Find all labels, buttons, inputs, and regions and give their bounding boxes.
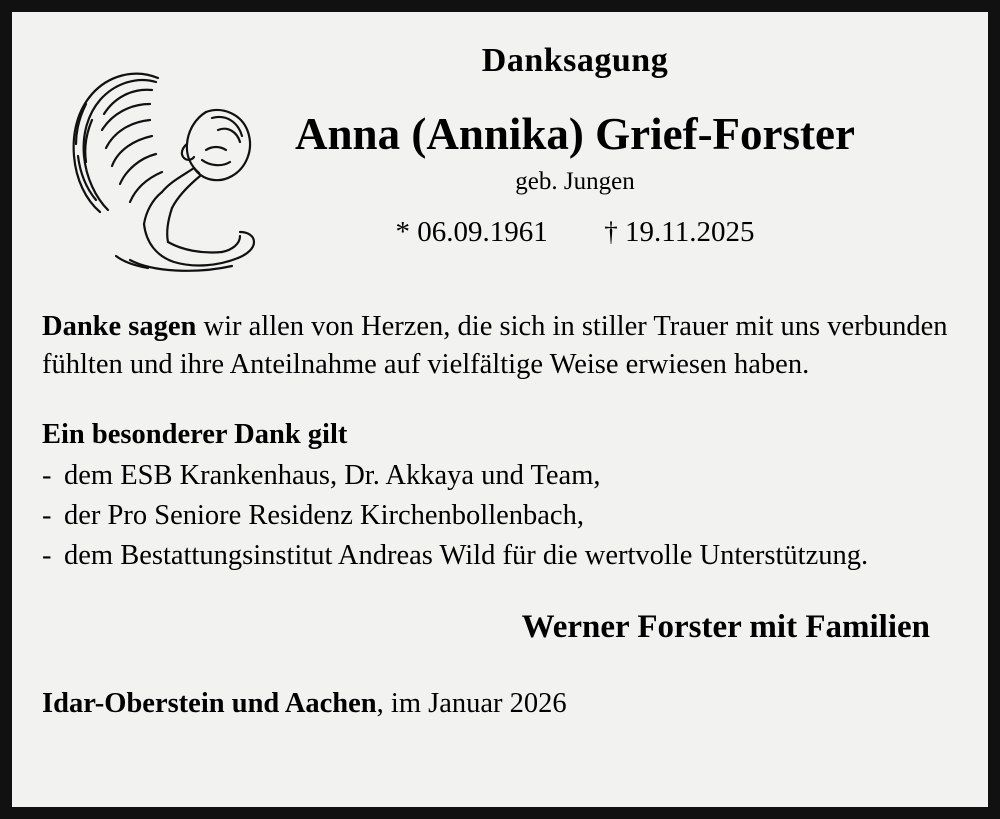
list-item (42, 537, 958, 575)
list-marker: - (42, 540, 52, 571)
special-thanks-heading: Ein besonderer Dank gilt (42, 419, 348, 451)
place-name: Idar-Oberstein und Aachen (42, 687, 377, 719)
birth-symbol: * (395, 216, 411, 249)
deceased-name: Anna (Annika) Grief-Forster (295, 109, 855, 160)
notice-heading: Danksagung (481, 42, 669, 79)
obituary-card (10, 10, 990, 809)
list-item-text: der Pro Seniore Residenz Kirchenbollenbach, (64, 500, 584, 532)
thanks-paragraph (42, 308, 958, 383)
thanks-lead: Danke sagen (42, 311, 197, 342)
notice-header (42, 42, 958, 274)
list-item (42, 457, 958, 495)
list-marker: - (42, 500, 52, 532)
place-date: , im Januar 2026 (376, 687, 567, 719)
life-dates (192, 215, 958, 250)
signature-line: Werner Forster mit Familien (521, 608, 930, 645)
maiden-name: geb. Jungen (515, 168, 635, 196)
death-date: 19.11.2025 (625, 216, 755, 249)
birth-date: 06.09.1961 (417, 216, 548, 249)
list-item-text: dem Bestattungsinstitut Andreas Wild für die wertvolle Unterstützung. (64, 540, 869, 571)
death-symbol: † (604, 217, 618, 248)
list-item (42, 497, 958, 535)
special-thanks-list (42, 457, 958, 575)
thanks-body: wir allen von Herzen, die sich in stiller Trauer mit uns verbunden fühlten und ihre Anteilnahme auf vielfältige Weise erwiesen haben. (42, 311, 948, 380)
list-item-text: dem ESB Krankenhaus, Dr. Akkaya und Team, (64, 460, 601, 492)
mourning-angel-icon (56, 60, 266, 275)
place-date-line (42, 688, 958, 720)
list-marker: - (42, 460, 52, 492)
